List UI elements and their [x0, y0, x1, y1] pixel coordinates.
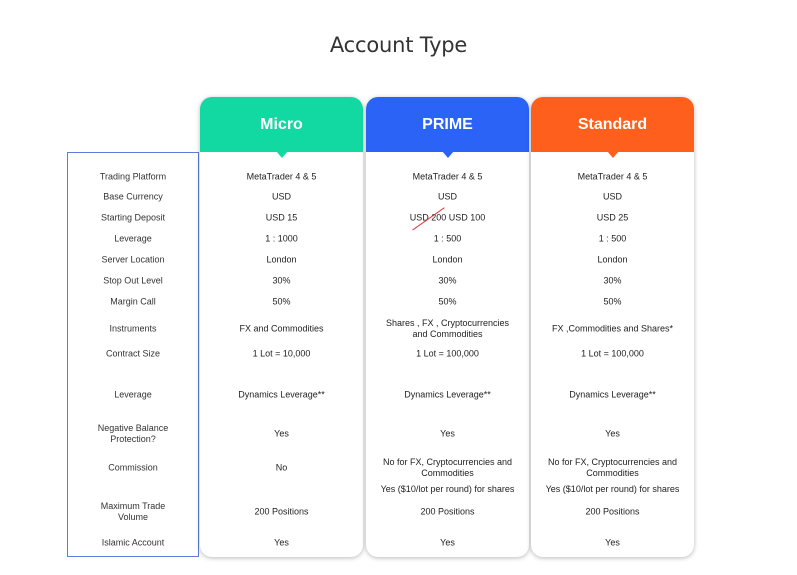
old-price: USD 200 — [409, 212, 447, 223]
plan-value: 1 : 500 — [433, 233, 462, 244]
plan-value: 50% — [272, 296, 291, 307]
row-label: Contract Size — [105, 348, 161, 359]
plan-value: 30% — [438, 275, 457, 286]
plan-value: Dynamics Leverage** — [404, 389, 491, 400]
row-label: Margin Call — [110, 296, 156, 307]
plan-value: London — [597, 254, 628, 265]
plan-value: USD 25 — [596, 212, 629, 223]
plan-name: Micro — [260, 115, 303, 133]
row-label: Maximum Trade Volume — [100, 501, 166, 522]
plan-value: 50% — [603, 296, 622, 307]
plan-value: MetaTrader 4 & 5 — [577, 171, 648, 182]
row-label: Negative Balance Protection? — [97, 423, 169, 444]
row-label: Starting Deposit — [100, 212, 166, 223]
page-title: Account Type — [329, 33, 468, 57]
header-pointer — [442, 151, 454, 158]
plan-value: No for FX, Cryptocurrencies and Commodities Yes ($10/lot per round) for shares — [380, 457, 515, 494]
row-label: Leverage — [114, 389, 152, 400]
plan-value: Yes — [605, 537, 620, 548]
plan-value: Yes — [440, 428, 455, 439]
header-pointer — [276, 151, 288, 158]
row-label: Trading Platform — [99, 171, 167, 182]
row-label: Leverage — [114, 233, 152, 244]
plan-value: 1 : 1000 — [265, 233, 298, 244]
row-label: Instruments — [109, 323, 157, 334]
plan-value: 50% — [438, 296, 457, 307]
plan-name: PRIME — [422, 115, 473, 133]
plan-header — [200, 97, 363, 152]
header-pointer — [607, 151, 619, 158]
plan-value: No for FX, Cryptocurrencies and Commodities Yes ($10/lot per round) for shares — [545, 457, 680, 494]
plan-name: Standard — [577, 115, 648, 133]
plan-value: FX and Commodities — [239, 323, 324, 334]
plan-value: Dynamics Leverage** — [569, 389, 656, 400]
plan-value: MetaTrader 4 & 5 — [412, 171, 483, 182]
plan-value: USD — [602, 191, 622, 202]
plan-value: Yes — [440, 537, 455, 548]
plan-value: 30% — [272, 275, 291, 286]
plan-value: USD 200 USD 100 — [409, 212, 486, 223]
plan-value: Yes — [605, 428, 620, 439]
row-label: Islamic Account — [101, 537, 165, 548]
plan-value: 1 : 500 — [598, 233, 627, 244]
row-label: Stop Out Level — [103, 275, 163, 286]
plan-header — [531, 97, 694, 152]
plan-value: 1 Lot = 10,000 — [252, 348, 311, 359]
plan-value: Dynamics Leverage** — [238, 389, 325, 400]
plan-value: 200 Positions — [585, 506, 640, 517]
row-label: Commission — [108, 462, 158, 473]
plan-value: USD — [271, 191, 291, 202]
plan-value: 200 Positions — [420, 506, 475, 517]
row-label: Server Location — [101, 254, 165, 265]
plan-value: Yes — [274, 537, 289, 548]
plan-value: Shares , FX , Cryptocurrencies and Commodities — [385, 318, 510, 339]
plan-value: London — [266, 254, 297, 265]
plan-value: London — [432, 254, 463, 265]
plan-header — [366, 97, 529, 152]
plan-value: 1 Lot = 100,000 — [581, 348, 644, 359]
row-label: Base Currency — [103, 191, 163, 202]
plan-value: 30% — [603, 275, 622, 286]
plan-value: No — [275, 462, 288, 473]
plan-value: FX ,Commodities and Shares* — [551, 323, 674, 334]
plan-value: 1 Lot = 100,000 — [416, 348, 479, 359]
plan-value: USD 15 — [265, 212, 298, 223]
plan-value: 200 Positions — [254, 506, 309, 517]
plan-value: MetaTrader 4 & 5 — [246, 171, 317, 182]
plan-value: USD — [437, 191, 457, 202]
plan-value: Yes — [274, 428, 289, 439]
